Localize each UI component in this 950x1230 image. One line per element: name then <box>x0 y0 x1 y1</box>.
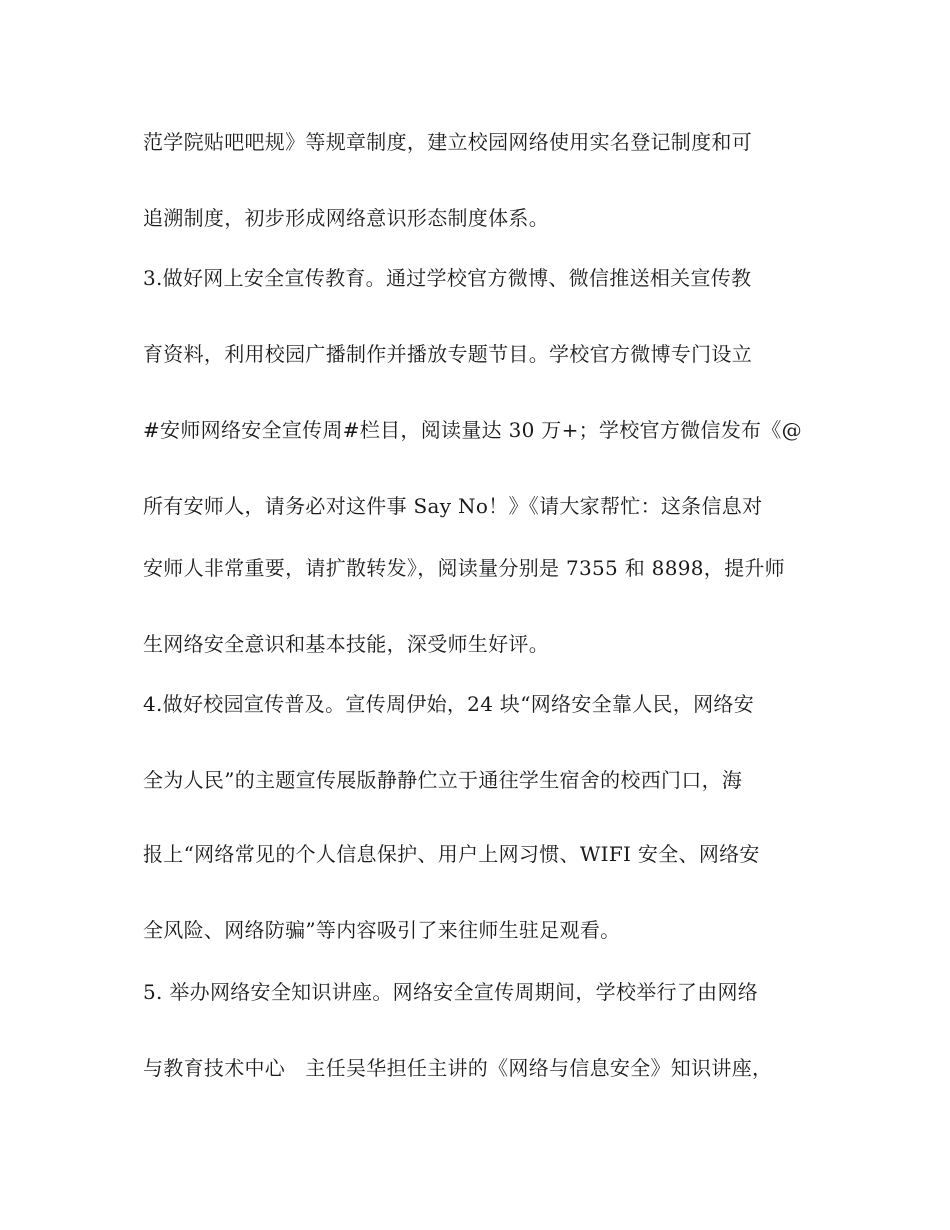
text-line: 范学院贴吧吧规》等规章制度，建立校园网络使用实名登记制度和可 <box>143 130 752 154</box>
text-line: 4.做好校园宣传普及。宣传周伊始，24 块“网络安全靠人民，网络安 <box>143 692 755 716</box>
text-line: 全为人民”的主题宣传展版静静伫立于通往学生宿舍的校西门口，海 <box>143 768 743 792</box>
text-line: 与教育技术中心 主任吴华担任主讲的《网络与信息安全》知识讲座， <box>143 1056 773 1080</box>
text-line: 安师人非常重要，请扩散转发》，阅读量分别是 7355 和 8898，提升师 <box>143 556 785 580</box>
text-line: 所有安师人，请务必对这件事 Say No！》《请大家帮忙：这条信息对 <box>143 494 763 518</box>
text-line: 全风险、网络防骗”等内容吸引了来往师生驻足观看。 <box>143 918 621 942</box>
text-line: 育资料，利用校园广播制作并播放专题节目。学校官方微博专门设立 <box>143 342 752 366</box>
text-line: 3.做好网上安全宣传教育。通过学校官方微博、微信推送相关宣传教 <box>143 266 752 290</box>
text-line: 报上“网络常见的个人信息保护、用户上网习惯、WIFI 安全、网络安 <box>143 842 760 866</box>
text-line: 5. 举办网络安全知识讲座。网络安全宣传周期间，学校举行了由网络 <box>143 980 759 1004</box>
text-line: 追溯制度，初步形成网络意识形态制度体系。 <box>143 206 549 230</box>
text-line: #安师网络安全宣传周#栏目，阅读量达 30 万+；学校官方微信发布《@ <box>143 418 802 442</box>
text-line: 生网络安全意识和基本技能，深受师生好评。 <box>143 632 549 656</box>
